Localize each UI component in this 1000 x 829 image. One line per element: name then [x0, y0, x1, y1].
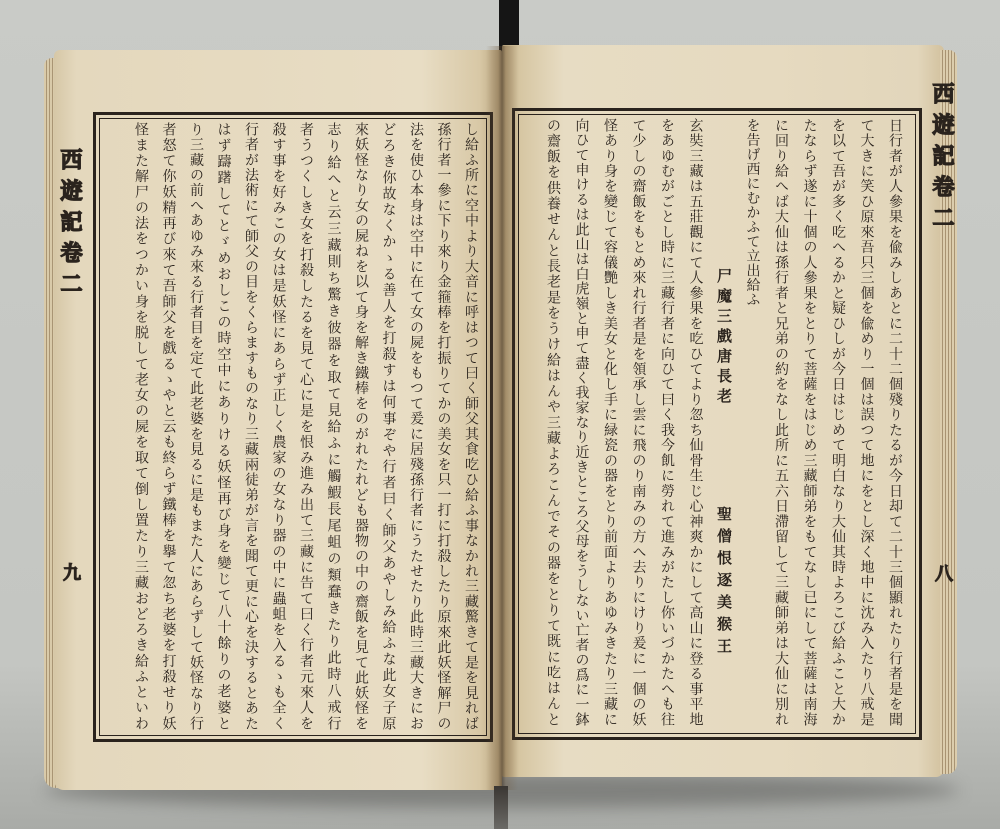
margin-title: 西遊記卷二 [57, 148, 83, 303]
text-column: し給ふ所に空中より大音に呼はつて曰く師父其食吃ひ給ふ事なかれ三藏驚きて是を見れば [463, 122, 479, 730]
text-column: たならず遂に十個の人參果をとりて菩薩をはじめ三藏師弟をもてなし已にして菩薩は南海 [801, 118, 818, 726]
margin-title: 西遊記卷二 [929, 82, 955, 237]
text-frame-right [512, 108, 922, 740]
text-column: 孫行者一參に下り來り金箍棒を打振りてかの美女を只一打に打殺したり原來此妖怪解尸の [435, 122, 452, 730]
text-column: 志り給へと云三藏則ち驚き彼器を取て見給ふに觸鰕長尾蛆の類蠢きたり此時八戒行 [325, 122, 342, 730]
text-column: の齋飯を供養せんと長老是をうけ給はんや三藏よろこんでその器をとりて既に吃はんと [545, 118, 561, 726]
text-column: どろき你故なくかゝる善人を打殺すは何事ぞや行者曰く師父あやしみ給ふな此女子原 [380, 122, 397, 730]
text-column: 者怒て你妖精再び來て吾師父を戲るゝやと云も終らず鐵棒を擧て忽ち老婆を打殺せり妖 [160, 122, 177, 730]
text-column: 向ひて申けるは此山は白虎嶺と申て盡く我家なり近きところ父母をうしない亡者の爲に一鉢 [573, 118, 590, 726]
text-column: 行者が法術にて師父の目をくらますものなり三藏兩徒弟が言を聞て更に心を決するとあた [243, 122, 259, 730]
text-column: 來妖怪なり女の屍ねを以て身を解き鐵棒をのがれたれども器物の中の齋飯を見て此妖怪を [353, 122, 369, 730]
text-column: はず躊躇してとゞめおしこの時空中にありける妖怪再び身を變じて八十餘りの老婆と [215, 122, 232, 730]
chapter-heading [710, 118, 739, 726]
text-column: 殺す事を好みこの女は是妖怪にあらず正しく農家の女なり器の中に蟲蛆を入るゝも全く [270, 122, 287, 730]
text-column: 日行者が人參果を偸みしあとに二十二個殘りたるが今日却て二十三個顯れたり行者是を聞 [887, 118, 903, 726]
spine-gutter [486, 46, 518, 790]
text-body-right [539, 118, 910, 726]
page-number: 九 [60, 563, 81, 581]
text-column: を告げ西にむかふて立出給ふ [744, 118, 761, 307]
text-column: 怪あり身を變じて容儀艷しき美女と化し手に緑瓷の器をとり前面よりあゆみきたり三藏に [602, 118, 618, 726]
text-column: て大きに笑ひ原來吾只三個を偸めり一個は誤つて地にをとし深く地中に沈み入たり八戒是 [858, 118, 875, 726]
text-column: 法を使ひ本身は空中に在て女の屍をもつて爰に居殘孫行者にうたせたり此時三藏大きにお [408, 122, 424, 730]
page-number: 八 [932, 564, 953, 582]
text-column: に回り給へば大仙は孫行者と兄弟の約をなし此所に五六日滯留して三藏師弟は大仙に別れ [773, 118, 789, 726]
text-column: 者うつくしき女を打殺したるを見て心に是を恨み進み出て三藏に告て曰く行者元來人を [298, 122, 314, 730]
text-column: て少しの齋飯をもとめ來れ行者是を領承し雲に飛のり南みの方へ去りにけり爰に一個の妖 [630, 118, 647, 726]
text-column: 玄奘三藏は五莊觀にて人參果を吃ひてより忽ち仙骨生じ心神爽かにして高山に登る事平地 [687, 118, 704, 726]
text-column: を以て吾が多く吃へるかと疑ひしが今日はじめて明白なり大仙其時よろこび給ふこと大か [830, 118, 846, 726]
chapter-heading-line: 尸魔三戲唐長老 [715, 268, 733, 408]
chapter-heading-line: 聖僧恨逐美猴王 [715, 506, 733, 660]
text-column: をあゆむがごとし時に三藏行者に向ひて曰く我今飢に勞れて進みがたし你いづかたへも往 [659, 118, 675, 726]
spine-bottom-shadow [494, 786, 508, 829]
text-column: 怪また解尸の法をつかい身を脱して老女の屍を取て倒し置たり三藏おどろき給ふといわ [133, 122, 149, 730]
text-column: り三藏の前へあゆみ來る行者目を定て此老婆を見るに是もまた人にあらずして妖怪なり行 [188, 122, 204, 730]
